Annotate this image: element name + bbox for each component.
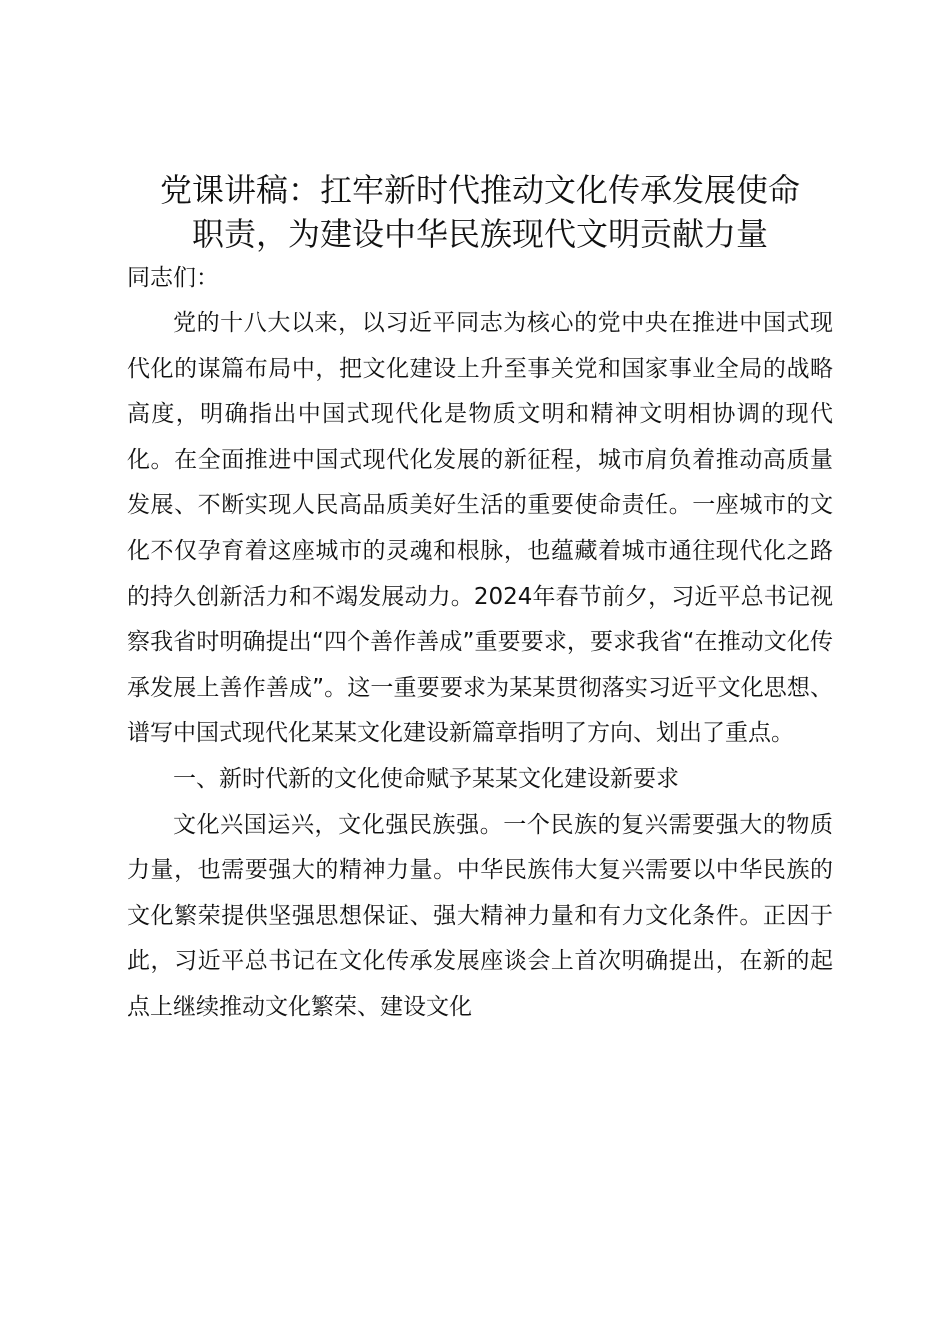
salutation: 同志们：: [127, 265, 219, 291]
title-line-2: 职责，为建设中华民族现代文明贡献力量: [191, 215, 768, 253]
document-page: [127, 168, 833, 1031]
section-heading-1: 一、新时代新的文化使命赋予某某文化建设新要求: [173, 765, 679, 792]
title-line-1: 党课讲稿：扛牢新时代推动文化传承发展使命: [159, 171, 800, 209]
document-title: [127, 168, 833, 256]
paragraph-intro: 党的十八大以来，以习近平同志为核心的党中央在推进中国式现代化的谋篇布局中，把文化建设上升至事关党和国家事业全局的战略高度，明确指出中国式现代化是物质文明和精神文明相协调的现代化。在全面推进中国式现代化发展的新征程，城市肩负着推动高质量发展、不断实现人民高品质美好生活的重要使命责任。一座城市的文化不仅孕育着这座城市的灵魂和根脉，也蕴藏着城市通往现代化之路的持久创新活力和不竭发展动力。2024年春节前夕，习近平总书记视察我省时明确提出“四个善作善成”重要要求，要求我省“在推动文化传承发展上善作善成”。这一重要要求为某某贯彻落实习近平文化思想、谱写中国式现代化某某文化建设新篇章指明了方向、划出了重点。: [127, 310, 833, 747]
paragraph-section-1: 文化兴国运兴，文化强民族强。一个民族的复兴需要强大的物质力量，也需要强大的精神力量。中华民族伟大复兴需要以中华民族的文化繁荣提供坚强思想保证、强大精神力量和有力文化条件。正因于此，习近平总书记在文化传承发展座谈会上首次明确提出，在新的起点上继续推动文化繁荣、建设文化: [127, 811, 833, 1020]
